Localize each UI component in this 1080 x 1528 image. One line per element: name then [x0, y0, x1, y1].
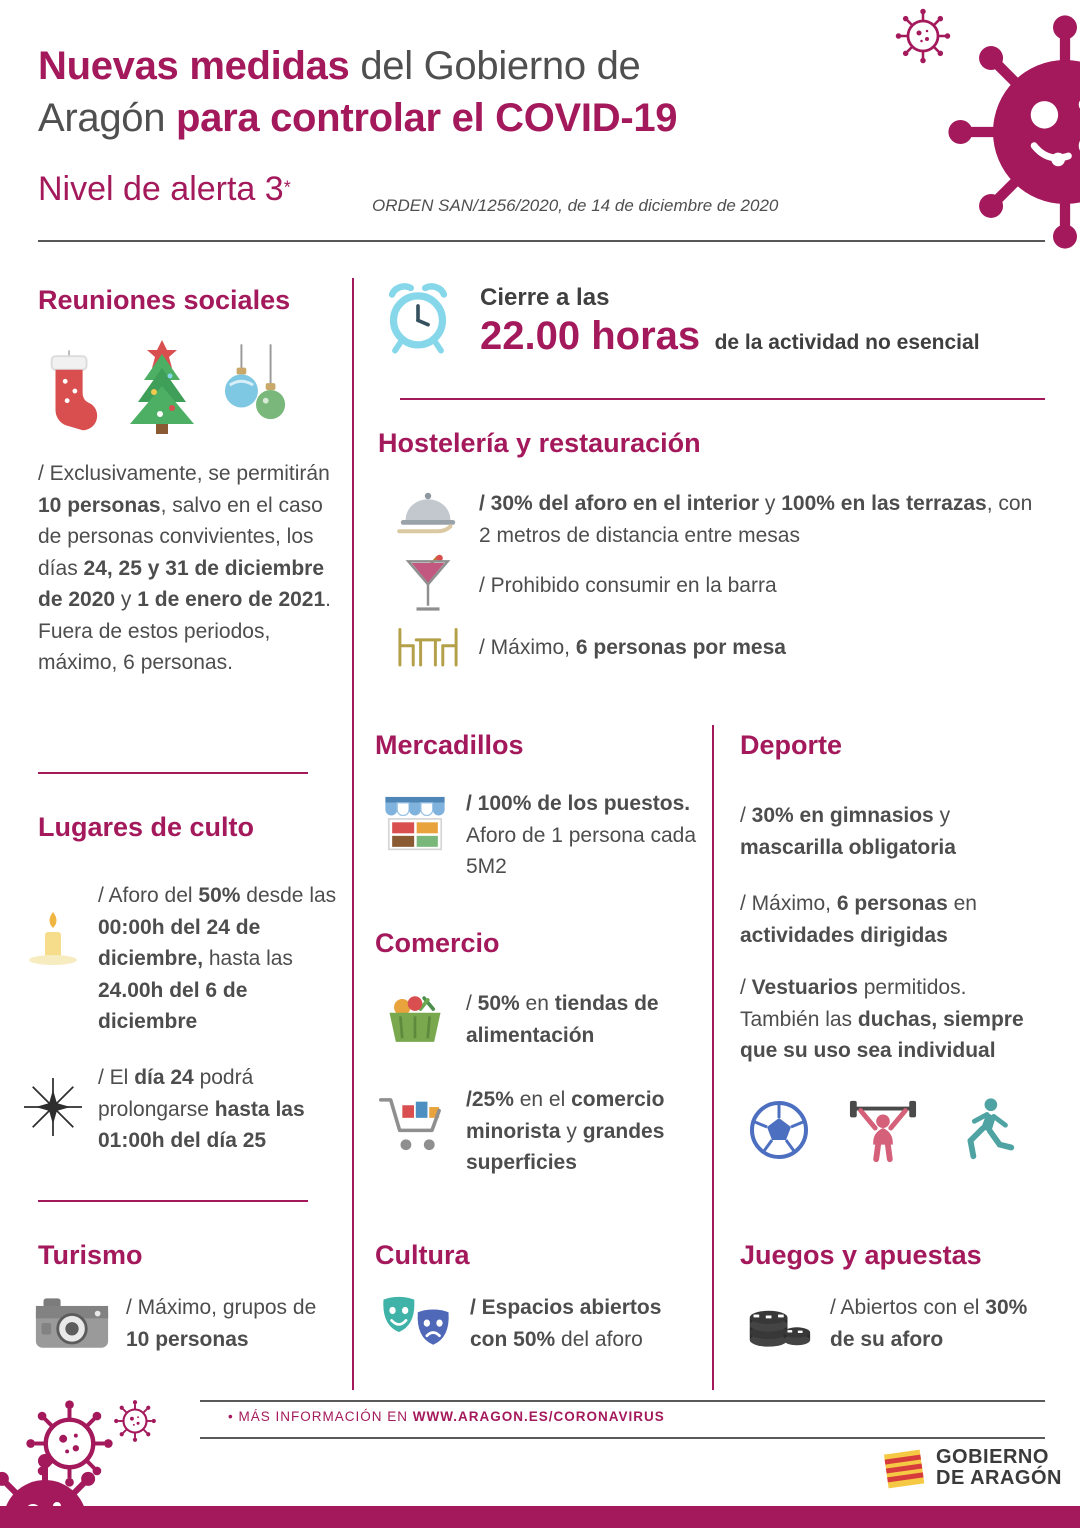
vertical-divider — [352, 278, 354, 1390]
grocery-basket-icon — [384, 992, 446, 1048]
closing-banner-line1: Cierre a las — [480, 284, 610, 311]
aragon-flag-icon — [882, 1444, 926, 1492]
cocktail-icon — [405, 552, 451, 620]
footer-info: • MÁS INFORMACIÓN EN WWW.ARAGON.ES/CORONAVIRUS — [228, 1409, 665, 1424]
hosteleria-item — [393, 626, 1053, 670]
candle-icon — [24, 908, 82, 966]
culto-item — [24, 1062, 342, 1157]
market-stall-icon — [382, 794, 448, 854]
cultura-item — [378, 1292, 702, 1355]
section-heading-juegos: Juegos y apuestas — [740, 1240, 982, 1270]
mercadillos-item — [380, 788, 700, 883]
christmas-stocking-icon — [40, 350, 102, 434]
virus-icon — [112, 1398, 158, 1444]
comercio-item — [378, 1084, 702, 1179]
section-heading-hosteleria: Hostelería y restauración — [378, 428, 701, 458]
sports-icons — [748, 1095, 1016, 1165]
virus-icon — [893, 6, 953, 66]
closing-banner-suffix: de la actividad no esencial — [714, 331, 980, 354]
culto-item-text: / Aforo del 50% desde las 00:00h del 24 de diciembre, hasta las 24.00h del 6 de diciembre — [98, 884, 337, 1033]
weightlifting-icon — [848, 1095, 918, 1165]
order-reference: ORDEN SAN/1256/2020, de 14 de diciembre de 2020 — [372, 196, 779, 215]
reuniones-text: / Exclusivamente, se permitirán 10 personas, salvo en el caso de personas convivientes, los días 24, 25 y 31 de diciembre de 2020 y 1 de enero de 2021. Fuera de estos periodos, máximo, 6 personas. — [38, 462, 332, 674]
section-heading-cultura: Cultura — [375, 1240, 470, 1270]
soccer-ball-icon — [748, 1099, 810, 1161]
alert-note-mark: * — [283, 177, 291, 198]
poker-chips-icon — [746, 1296, 812, 1352]
mercadillos-item-text: / 100% de los puestos. Aforo de 1 persona cada 5M2 — [466, 792, 696, 878]
section-heading-comercio: Comercio — [375, 928, 500, 958]
culto-item — [24, 880, 342, 1038]
hosteleria-item-text: / Prohibido consumir en la barra — [479, 574, 777, 598]
logo-line2: DE ARAGÓN — [936, 1467, 1062, 1489]
christmas-tree-icon — [124, 338, 200, 434]
cultura-item-text: / Espacios abiertos con 50% del aforo — [470, 1296, 662, 1351]
deporte-item-text: / Máximo, 6 personas en actividades dirigidas — [740, 892, 977, 947]
divider — [38, 1200, 308, 1202]
hosteleria-item — [393, 488, 1053, 551]
page-title-line2: Aragón para controlar el COVID-19 — [38, 96, 678, 140]
section-heading-deporte: Deporte — [740, 730, 843, 760]
divider — [38, 772, 308, 774]
shopping-cart-icon — [379, 1094, 449, 1156]
closing-banner — [480, 284, 1050, 359]
comercio-item-text: /25% en el comercio minorista y grandes superficies — [466, 1088, 665, 1174]
juegos-item-text: / Abiertos con el 30% de su aforo — [830, 1296, 1028, 1351]
closing-banner-time: 22.00 horas — [480, 314, 701, 358]
logo-text — [936, 1447, 1062, 1489]
theater-masks-icon — [379, 1296, 453, 1352]
bottom-bar — [0, 1506, 1080, 1528]
hosteleria-item-text: / 30% del aforo en el interior y 100% en las terrazas, con 2 metros de distancia entre mesas — [479, 492, 1033, 547]
alarm-clock-icon — [382, 280, 454, 355]
deporte-item-text: / 30% en gimnasios y mascarilla obligatoria — [740, 804, 956, 859]
hosteleria-item-text: / Máximo, 6 personas por mesa — [479, 636, 786, 660]
juegos-item — [744, 1292, 1054, 1355]
alert-level — [38, 170, 291, 209]
hosteleria-item — [393, 552, 1053, 620]
table-chairs-icon — [394, 626, 462, 670]
alert-level-text: Nivel de alerta 3 — [38, 170, 284, 208]
deporte-item-text: / Vestuarios permitidos. También las duchas, siempre que su uso sea individual — [740, 976, 1024, 1062]
ornaments-icon — [222, 344, 290, 434]
page-title-line1: Nuevas medidas del Gobierno de — [38, 44, 641, 88]
culto-item-text: / El día 24 podrá prolongarse hasta las 01:00h del día 25 — [98, 1066, 305, 1152]
section-heading-culto: Lugares de culto — [38, 812, 255, 842]
camera-icon — [34, 1296, 110, 1352]
serving-dish-icon — [396, 488, 460, 536]
comercio-item — [380, 988, 700, 1051]
section-heading-mercadillos: Mercadillos — [375, 730, 524, 760]
turismo-item — [34, 1292, 344, 1355]
section-heading-turismo: Turismo — [38, 1240, 143, 1270]
star-icon — [24, 1078, 82, 1136]
divider — [400, 398, 1045, 400]
logo-line1: GOBIERNO — [936, 1446, 1049, 1468]
gobierno-aragon-logo — [882, 1444, 1062, 1492]
page-title — [38, 40, 888, 144]
header-divider — [38, 240, 1045, 242]
footer-divider — [200, 1437, 1045, 1439]
turismo-item-text: / Máximo, grupos de 10 personas — [126, 1296, 317, 1351]
vertical-divider — [712, 725, 714, 1390]
christmas-icons — [40, 338, 320, 434]
comercio-item-text: / 50% en tiendas de alimentación — [466, 992, 659, 1047]
section-heading-reuniones: Reuniones sociales — [38, 285, 291, 315]
footer-divider — [200, 1400, 1045, 1402]
virus-icon — [945, 12, 1080, 252]
running-icon — [956, 1096, 1016, 1164]
